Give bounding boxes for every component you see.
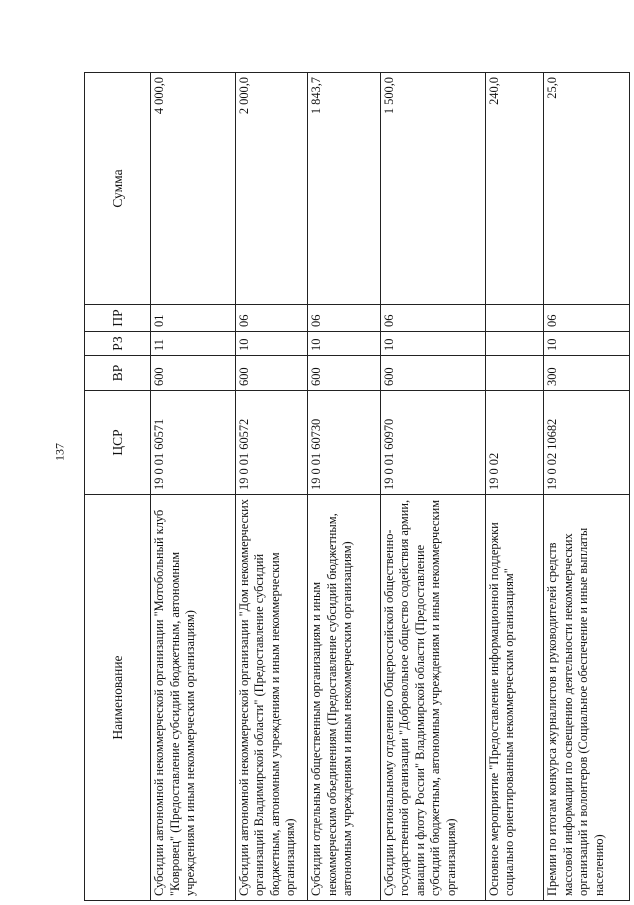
header-csr: ЦСР [85, 391, 151, 495]
row-sum: 4 000,0 [151, 73, 235, 305]
row-sum: 1 500,0 [380, 73, 485, 305]
table-row [544, 73, 630, 901]
row-vr [485, 356, 544, 391]
header-rz: РЗ [85, 332, 151, 356]
row-rz: 11 [151, 332, 235, 356]
row-csr: 19 0 01 60730 [308, 391, 381, 495]
header-name: Наименование [85, 495, 151, 901]
row-name: Субсидии автономной некоммерческой организации "Дом некоммерческих организаций Владимирской области" (Предоставление субсидий бюджетным, автономным учреждениям и иным некоммерческим организациям) [235, 495, 308, 901]
row-pr: 06 [308, 305, 381, 332]
table-header-row [85, 73, 151, 901]
row-csr: 19 0 01 60970 [380, 391, 485, 495]
table-row [235, 73, 308, 901]
row-sum: 240,0 [485, 73, 544, 305]
row-name: Субсидии отдельным общественным организациям и иным некоммерческим объединениям (Предоставление субсидий бюджетным, автономным учреждениям и иным некоммерческим организациям) [308, 495, 381, 901]
row-rz [485, 332, 544, 356]
header-pr: ПР [85, 305, 151, 332]
budget-table [84, 72, 630, 901]
row-vr: 600 [235, 356, 308, 391]
row-name: Основное мероприятие "Предоставление информационной поддержки социально ориентированным некоммерческим организациям" [485, 495, 544, 901]
row-vr: 300 [544, 356, 630, 391]
row-pr: 06 [235, 305, 308, 332]
row-pr [485, 305, 544, 332]
row-rz: 10 [308, 332, 381, 356]
row-rz: 10 [380, 332, 485, 356]
row-pr: 06 [544, 305, 630, 332]
table-row [308, 73, 381, 901]
row-csr: 19 0 01 60571 [151, 391, 235, 495]
table-row [380, 73, 485, 901]
row-sum: 25,0 [544, 73, 630, 305]
rotated-page-content [84, 73, 630, 901]
row-vr: 600 [308, 356, 381, 391]
page-number: 137 [52, 443, 67, 461]
row-name: Субсидии региональному отделению Общероссийской общественно-государственной организации "Добровольное общество содействия армии, авиации и флоту России" Владимирской области (Предоставление субсидий бюджетным, автономным учреждениям и иным некоммерческим организациям) [380, 495, 485, 901]
row-rz: 10 [235, 332, 308, 356]
table-row [485, 73, 544, 901]
row-name: Премии по итогам конкурса журналистов и руководителей средств массовой информации по освещению деятельности некоммерческих организаций и волонтеров (Социальное обеспечение и иные выплаты населению) [544, 495, 630, 901]
row-pr: 06 [380, 305, 485, 332]
row-sum: 2 000,0 [235, 73, 308, 305]
row-sum: 1 843,7 [308, 73, 381, 305]
row-rz: 10 [544, 332, 630, 356]
row-csr: 19 0 01 60572 [235, 391, 308, 495]
row-pr: 01 [151, 305, 235, 332]
row-vr: 600 [380, 356, 485, 391]
row-csr: 19 0 02 10682 [544, 391, 630, 495]
row-name: Субсидии автономной некоммерческой организации "Мотобольный клуб "Ковровец" (Предоставление субсидий бюджетным, автономным учреждениям и иным некоммерческим организациям) [151, 495, 235, 901]
header-sum: Сумма [85, 73, 151, 305]
row-vr: 600 [151, 356, 235, 391]
row-csr: 19 0 02 [485, 391, 544, 495]
header-vr: ВР [85, 356, 151, 391]
table-row [151, 73, 235, 901]
